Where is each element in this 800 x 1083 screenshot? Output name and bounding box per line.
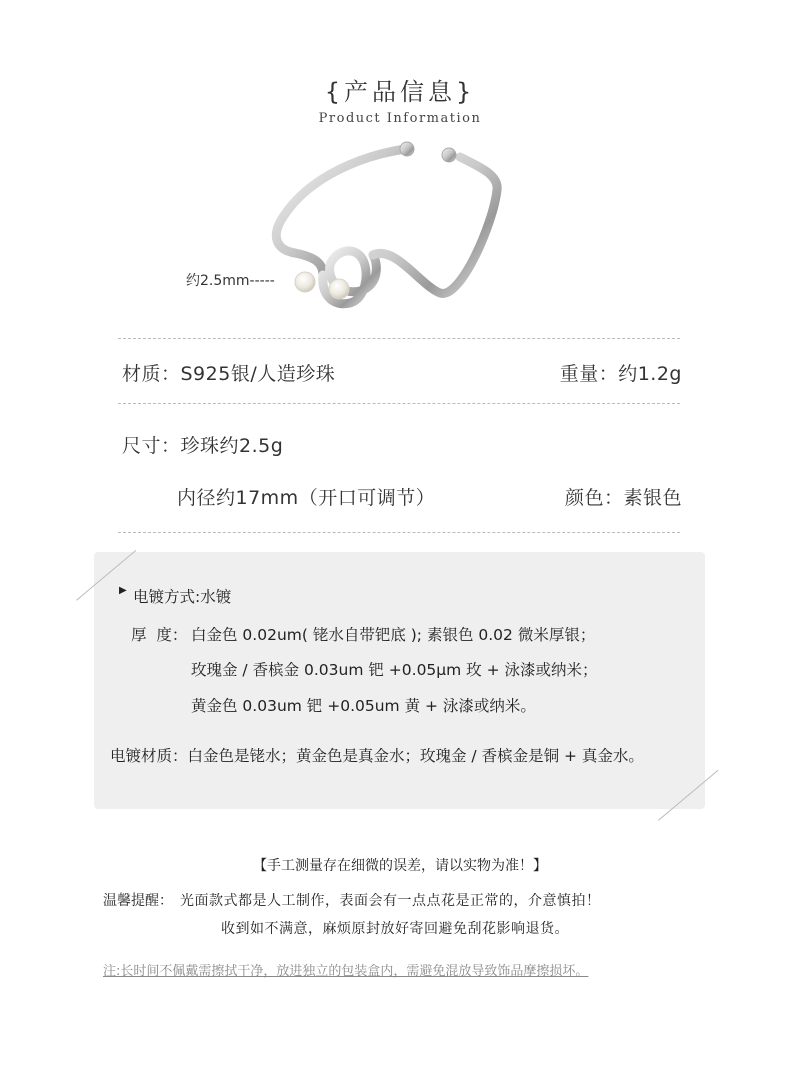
measurement-notice: 【手工测量存在细微的误差，请以实物为准！】: [253, 858, 547, 874]
divider-dashed: [118, 532, 680, 533]
plating-material: 电镀材质：白金色是铑水；黄金色是真金水；玫瑰金 / 香槟金是铜 + 真金水。: [110, 747, 644, 765]
size-spec: 尺寸：珍珠约2.5g: [122, 435, 284, 457]
ring-product-image: [255, 135, 515, 325]
reminder-label: 温馨提醒：: [103, 893, 173, 909]
weight-spec: 重量：约1.2g: [559, 363, 682, 385]
page-title: {产品信息}: [324, 78, 476, 106]
thickness-line-1: 白金色 0.02um( 铑水自带钯底 ); 素银色 0.02 微米厚银；: [191, 626, 596, 644]
divider-dashed: [118, 403, 680, 404]
triangle-bullet-icon: ▶: [119, 585, 127, 596]
color-spec: 颜色：素银色: [564, 487, 682, 509]
page-subtitle: Product Information: [318, 111, 482, 126]
reminder-line-1: 光面款式都是人工制作，表面会有一点点花是正常的，介意慎拍！: [180, 893, 601, 909]
care-footnote: 注:长时间不佩戴需擦拭干净，放进独立的包装盒内，需避免混放导致饰品摩擦损坏。: [103, 964, 589, 979]
divider-dashed: [118, 338, 680, 339]
thickness-line-3: 黄金色 0.03um 钯 +0.05um 黄 + 泳漆或纳米。: [191, 697, 536, 715]
thickness-line-2: 玫瑰金 / 香槟金 0.03um 钯 +0.05μm 玫 + 泳漆或纳米；: [191, 661, 598, 679]
pearl-size-callout: 约2.5mm-----: [186, 273, 275, 289]
material-spec: 材质：S925银/人造珍珠: [122, 363, 336, 385]
inner-diameter-spec: 内径约17mm（开口可调节）: [177, 487, 436, 509]
thickness-label: 厚 度：: [131, 626, 188, 644]
plating-method: 电镀方式:水镀: [133, 588, 232, 606]
reminder-line-2: 收到如不满意，麻烦原封放好寄回避免刮花影响退货。: [221, 921, 569, 937]
